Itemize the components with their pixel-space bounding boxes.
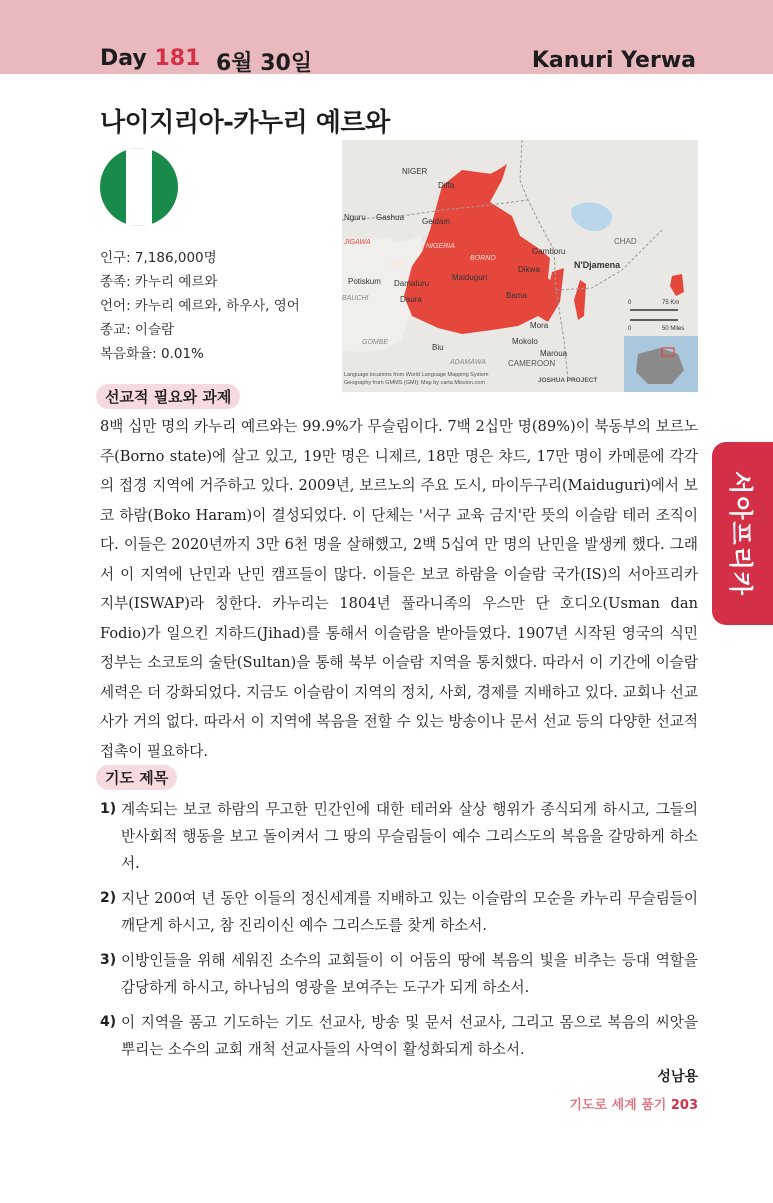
fact-population: 인구: 7,186,000명 [100, 250, 217, 266]
date: 6월 30일 [216, 51, 313, 76]
prayer-text: 이방인들을 위해 세워진 소수의 교회들이 이 어둠의 땅에 복음의 빛을 비추는 등대 역할을 감당하게 하시고, 하나님의 영광을 보여주는 도구가 되게 하소서. [121, 952, 698, 996]
nigeria-flag-icon [100, 148, 178, 226]
map-label: NIGERIA [426, 243, 455, 250]
prayer-list [100, 796, 698, 1071]
page-footer [569, 1094, 698, 1113]
flag-stripe [152, 148, 178, 226]
book-title: 기도로 세계 품기 [569, 1098, 667, 1113]
map-label: Bama [506, 291, 527, 300]
map-brand: JOSHUA PROJECT [538, 377, 598, 384]
map-label: Dikwa [518, 265, 540, 274]
page-number: 203 [670, 1098, 698, 1113]
section-need-label: 선교적 필요와 과제 [96, 384, 240, 409]
map-label: Damaturu [394, 279, 430, 288]
map-label: Mora [530, 321, 549, 330]
map-label: Gamboru [532, 247, 566, 256]
prayer-number: 4) [100, 1014, 117, 1030]
author: 성남용 [657, 1069, 698, 1085]
map-scale-zero: 0 [628, 300, 632, 306]
region-side-tab-label: 서아프리카 [726, 470, 754, 597]
section-need-text: 8백 십만 명의 카누리 예르와는 99.9%가 무슬림이다. 7백 2십만 명(89%)이 북동부의 보르노 주(Borno state)에 살고 있고, 19만 명은 니제르, 18만 명은 챠드, 17만 명이 카메룬에 각각의 접경 지역에 거주하고 있다. 2009년, 보르노의 주요 도시, 마이두구리(Maiduguri)에서 보코 하람(Boko Haram)이 결성되었다. 이 단체는 '서구 교육 금지'란 뜻의 이슬람 테러 조직이다. 이들은 2020년까지 3만 6천 명을 살해했고, 2백 5십여 만 명의 난민을 발생케 했다. 그래서 이 지역에 난민과 난민 캠프들이 많다. 이들은 보코 하람을 이슬람 국가(IS)의 서아프리카 지부(ISWAP)라 칭한다. 카누리는 1804년 풀라니족의 우스만 단 호디오(Usman dan Fodio)가 일으킨 지하드(Jihad)를 통해서 이슬람을 받아들였다. 1907년 시작된 영국의 식민 정부는 소코토의 술탄(Sultan)을 통해 북부 이슬람 지역을 통치했다. 따라서 이 기간에 이슬람 세력은 더 강화되었다. 지금도 이슬람이 지역의 정치, 사회, 경제를 지배하고 있다. 교회나 선교사가 거의 없다. 따라서 이 지역에 복음을 전할 수 있는 방송이나 문서 선교 등의 다양한 선교적 접촉이 필요하다. [100, 418, 698, 760]
map-credit: Language locations from World Language Mapping System [344, 372, 489, 378]
map-label: ADAMAWA [450, 359, 486, 366]
prayer-item [100, 947, 698, 1001]
fact-religion: 종교: 이슬람 [100, 322, 175, 338]
map-label: N'Djamena [574, 260, 621, 270]
day-number: 181 [154, 46, 201, 71]
fact-ethnicity: 종족: 카누리 예르와 [100, 274, 218, 290]
facts-list [100, 246, 300, 366]
map-label: CAMEROON [508, 359, 556, 368]
flag-stripe [126, 148, 152, 226]
day-label: Day 181 [100, 46, 201, 71]
map-label: Nguru [344, 213, 366, 222]
fact-language: 언어: 카누리 예르와, 하우사, 영어 [100, 298, 300, 314]
page-title: 나이지리아-카누리 예르와 [100, 108, 390, 138]
map-scale-zero: 0 [628, 326, 632, 332]
map-label: Biu [432, 343, 444, 352]
prayer-text: 계속되는 보코 하람의 무고한 민간인에 대한 테러와 살상 행위가 종식되게 하시고, 그들의 반사회적 행동을 보고 돌이켜서 그 땅의 무슬림들이 예수 그리스도의 복음을 갈망하게 하소서. [121, 801, 698, 872]
prayer-number: 3) [100, 952, 117, 968]
map-label: Maiduguri [452, 273, 488, 282]
language-name: Kanuri Yerwa [531, 48, 696, 73]
map-label: Gashua [376, 213, 405, 222]
map-label: NIGER [402, 167, 428, 176]
prayer-number: 2) [100, 890, 117, 906]
flag-stripe [100, 148, 126, 226]
prayer-text: 이 지역을 품고 기도하는 기도 선교사, 방송 및 문서 선교사, 그리고 몸으로 복음의 씨앗을 뿌리는 소수의 교회 개척 선교사들의 사역이 활성화되게 하소서. [121, 1014, 698, 1058]
map-label: Geidam [422, 217, 451, 226]
region-side-tab [712, 442, 773, 625]
prayer-text: 지난 200여 년 동안 이들의 정신세계를 지배하고 있는 이슬람의 모순을 카누리 무슬림들이 깨닫게 하시고, 참 진리이신 예수 그리스도를 찾게 하소서. [121, 890, 698, 934]
section-prayer-label: 기도 제목 [96, 765, 177, 790]
map-label: Potiskum [348, 277, 381, 286]
map-credit: Geography from GMMS (GMI); Map by carta Mission.com [344, 380, 485, 386]
page-header [0, 0, 773, 74]
prayer-item [100, 1009, 698, 1063]
map-label: CHAD [614, 237, 637, 246]
prayer-number: 1) [100, 801, 117, 817]
map-label: BAUCHI [342, 295, 369, 302]
map-label: BORNO [470, 255, 496, 262]
map-label: Diffa [438, 181, 455, 190]
map-label: YOBE [386, 261, 406, 268]
map-label: Daura [400, 295, 422, 304]
map-scale-label: 50 Miles [662, 326, 685, 332]
map-scale-label: 75 Km [662, 300, 680, 306]
region-map [342, 140, 698, 392]
map-label: GOMBE [362, 339, 389, 346]
prayer-item [100, 885, 698, 939]
map-label: Mokolo [512, 337, 538, 346]
prayer-item [100, 796, 698, 877]
map-label: Maroua [540, 349, 568, 358]
map-label: JIGAWA [344, 239, 371, 246]
fact-evangelical: 복음화율: 0.01% [100, 346, 204, 362]
